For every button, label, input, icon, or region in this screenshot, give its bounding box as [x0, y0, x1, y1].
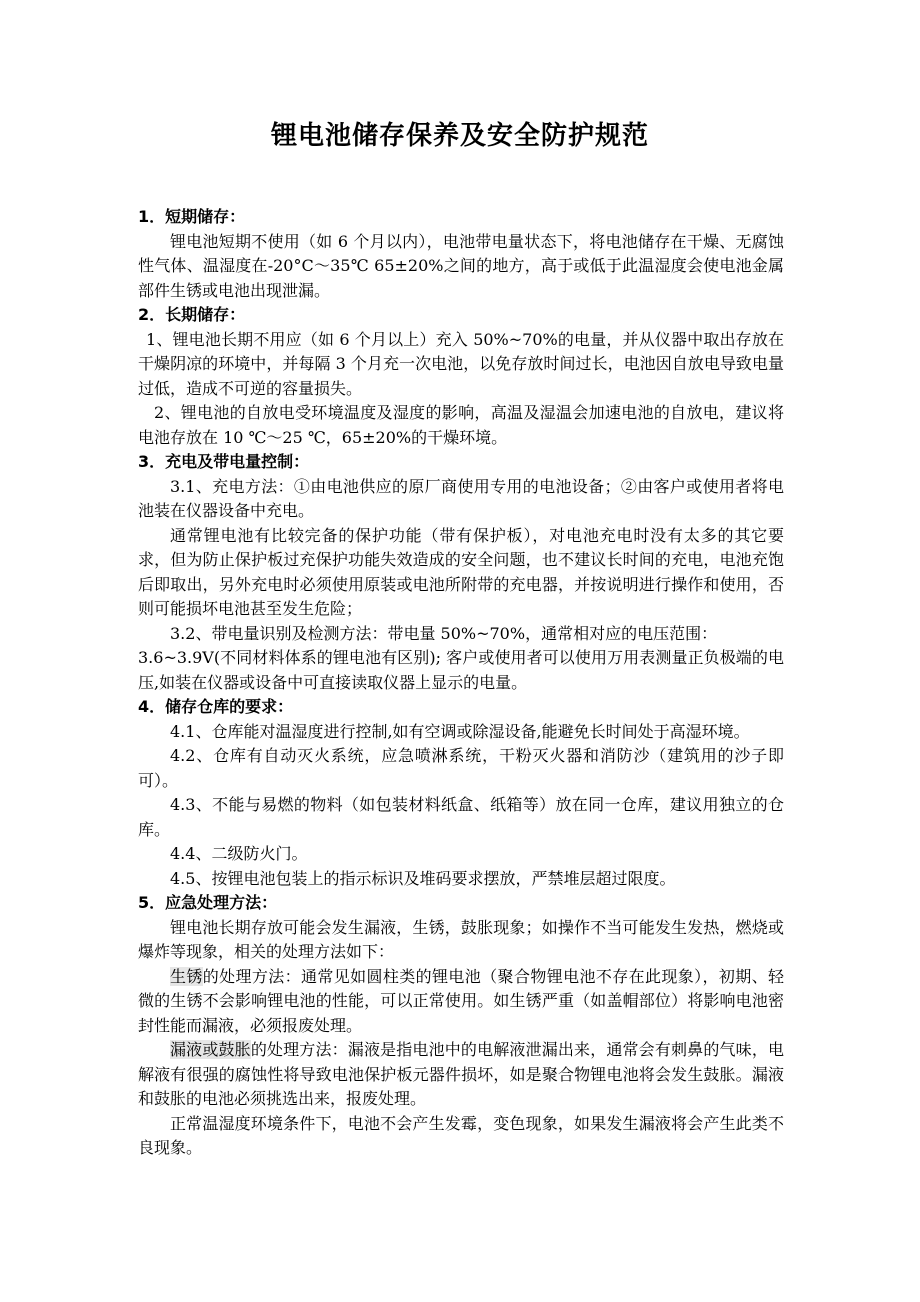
page-title: 锂电池储存保养及安全防护规范	[270, 121, 649, 151]
section-4-paragraph-4: 4.4、二级防火门。	[170, 844, 308, 863]
leak-text: 的处理方法：漏液是指电池中的电解液泄漏出来，通常会有刺鼻的气味，电解液有很强的腐蚀性将导致电池保护板元器件损坏，如是聚合物锂电池将会发生鼓胀。漏液和鼓胀的电池必须挑选出来，报废处理。	[138, 1040, 784, 1108]
section-heading-4: 4．储存仓库的要求：	[138, 697, 294, 716]
section-3-paragraph-1: 3.1、充电方法：①由电池供应的原厂商使用专用的电池设备；②由客户或使用者将电池装在仪器设备中充电。	[138, 476, 784, 520]
section-3-paragraph-4: 3.6~3.9V(不同材料体系的锂电池有区别); 客户或使用者可以使用万用表测量正负极端的电压,如装在仪器或设备中可直接读取仪器上显示的电量。	[138, 648, 784, 692]
section-3-paragraph-3: 3.2、带电量识别及检测方法：带电量 50%~70%，通常相对应的电压范围：	[170, 623, 718, 643]
section-4-paragraph-5: 4.5、按锂电池包装上的指示标识及堆码要求摆放，严禁堆层超过限度。	[170, 868, 676, 888]
section-5-paragraph-1: 锂电池长期存放可能会发生漏液，生锈，鼓胀现象；如操作不当可能发生发热，燃烧或爆炸等现象，相关的处理方法如下：	[138, 917, 784, 961]
section-2-paragraph-1: 1、锂电池长期不用应（如 6 个月以上）充入 50%~70%的电量，并从仪器中取出存放在干燥阴凉的环境中，并每隔 3 个月充一次电池，以免存放时间过长，电池因自放电导致电量过低，造成不可逆的容量损失。	[138, 329, 784, 398]
rust-handling-paragraph	[138, 965, 784, 1039]
section-2-paragraph-2: 2、锂电池的自放电受环境温度及湿度的影响，高温及湿温会加速电池的自放电，建议将电池存放在 10 ℃～25 ℃，65±20%的干燥环境。	[138, 403, 784, 447]
rust-text: 的处理方法：通常见如圆柱类的锂电池（聚合物锂电池不存在此现象），初期、轻微的生锈不会影响锂电池的性能，可以正常使用。如生锈严重（如盖帽部位）将影响电池密封性能而漏液，必须报废处理。	[138, 966, 784, 1035]
section-heading-2: 2．长期储存：	[138, 305, 246, 324]
section-4-paragraph-2: 4.2、仓库有自动灭火系统，应急喷淋系统，干粉灭火器和消防沙（建筑用的沙子即可）。	[138, 746, 784, 790]
document-body	[138, 205, 784, 1161]
leak-handling-paragraph	[138, 1038, 784, 1112]
leak-term: 漏液或鼓胀	[170, 1040, 251, 1059]
section-heading-3: 3．充电及带电量控制：	[138, 452, 310, 471]
section-4-paragraph-1: 4.1、仓库能对温湿度进行控制,如有空调或除湿设备,能避免长时间处于高湿环境。	[170, 721, 750, 741]
section-1-paragraph: 锂电池短期不使用（如 6 个月以内），电池带电量状态下，将电池储存在干燥、无腐蚀性气体、温湿度在-20°C～35℃ 65±20%之间的地方，高于或低于此温湿度会使电池金属部件生锈或电池出现泄漏。	[138, 231, 784, 300]
closing-paragraph: 正常温湿度环境条件下，电池不会产生发霉，变色现象，如果发生漏液将会产生此类不良现象。	[138, 1113, 784, 1157]
section-heading-5: 5．应急处理方法：	[138, 893, 278, 912]
section-3-paragraph-2: 通常锂电池有比较完备的保护功能（带有保护板），对电池充电时没有太多的其它要求，但为防止保护板过充保护功能失效造成的安全问题，也不建议长时间的充电，电池充饱后即取出，另外充电时必须使用原装或电池所附带的充电器，并按说明进行操作和使用，否则可能损坏电池甚至发生危险；	[138, 525, 784, 618]
section-4-paragraph-3: 4.3、不能与易燃的物料（如包装材料纸盒、纸箱等）放在同一仓库，建议用独立的仓库。	[138, 795, 784, 839]
rust-term: 生锈	[170, 966, 203, 986]
section-heading-1: 1．短期储存：	[138, 207, 246, 226]
